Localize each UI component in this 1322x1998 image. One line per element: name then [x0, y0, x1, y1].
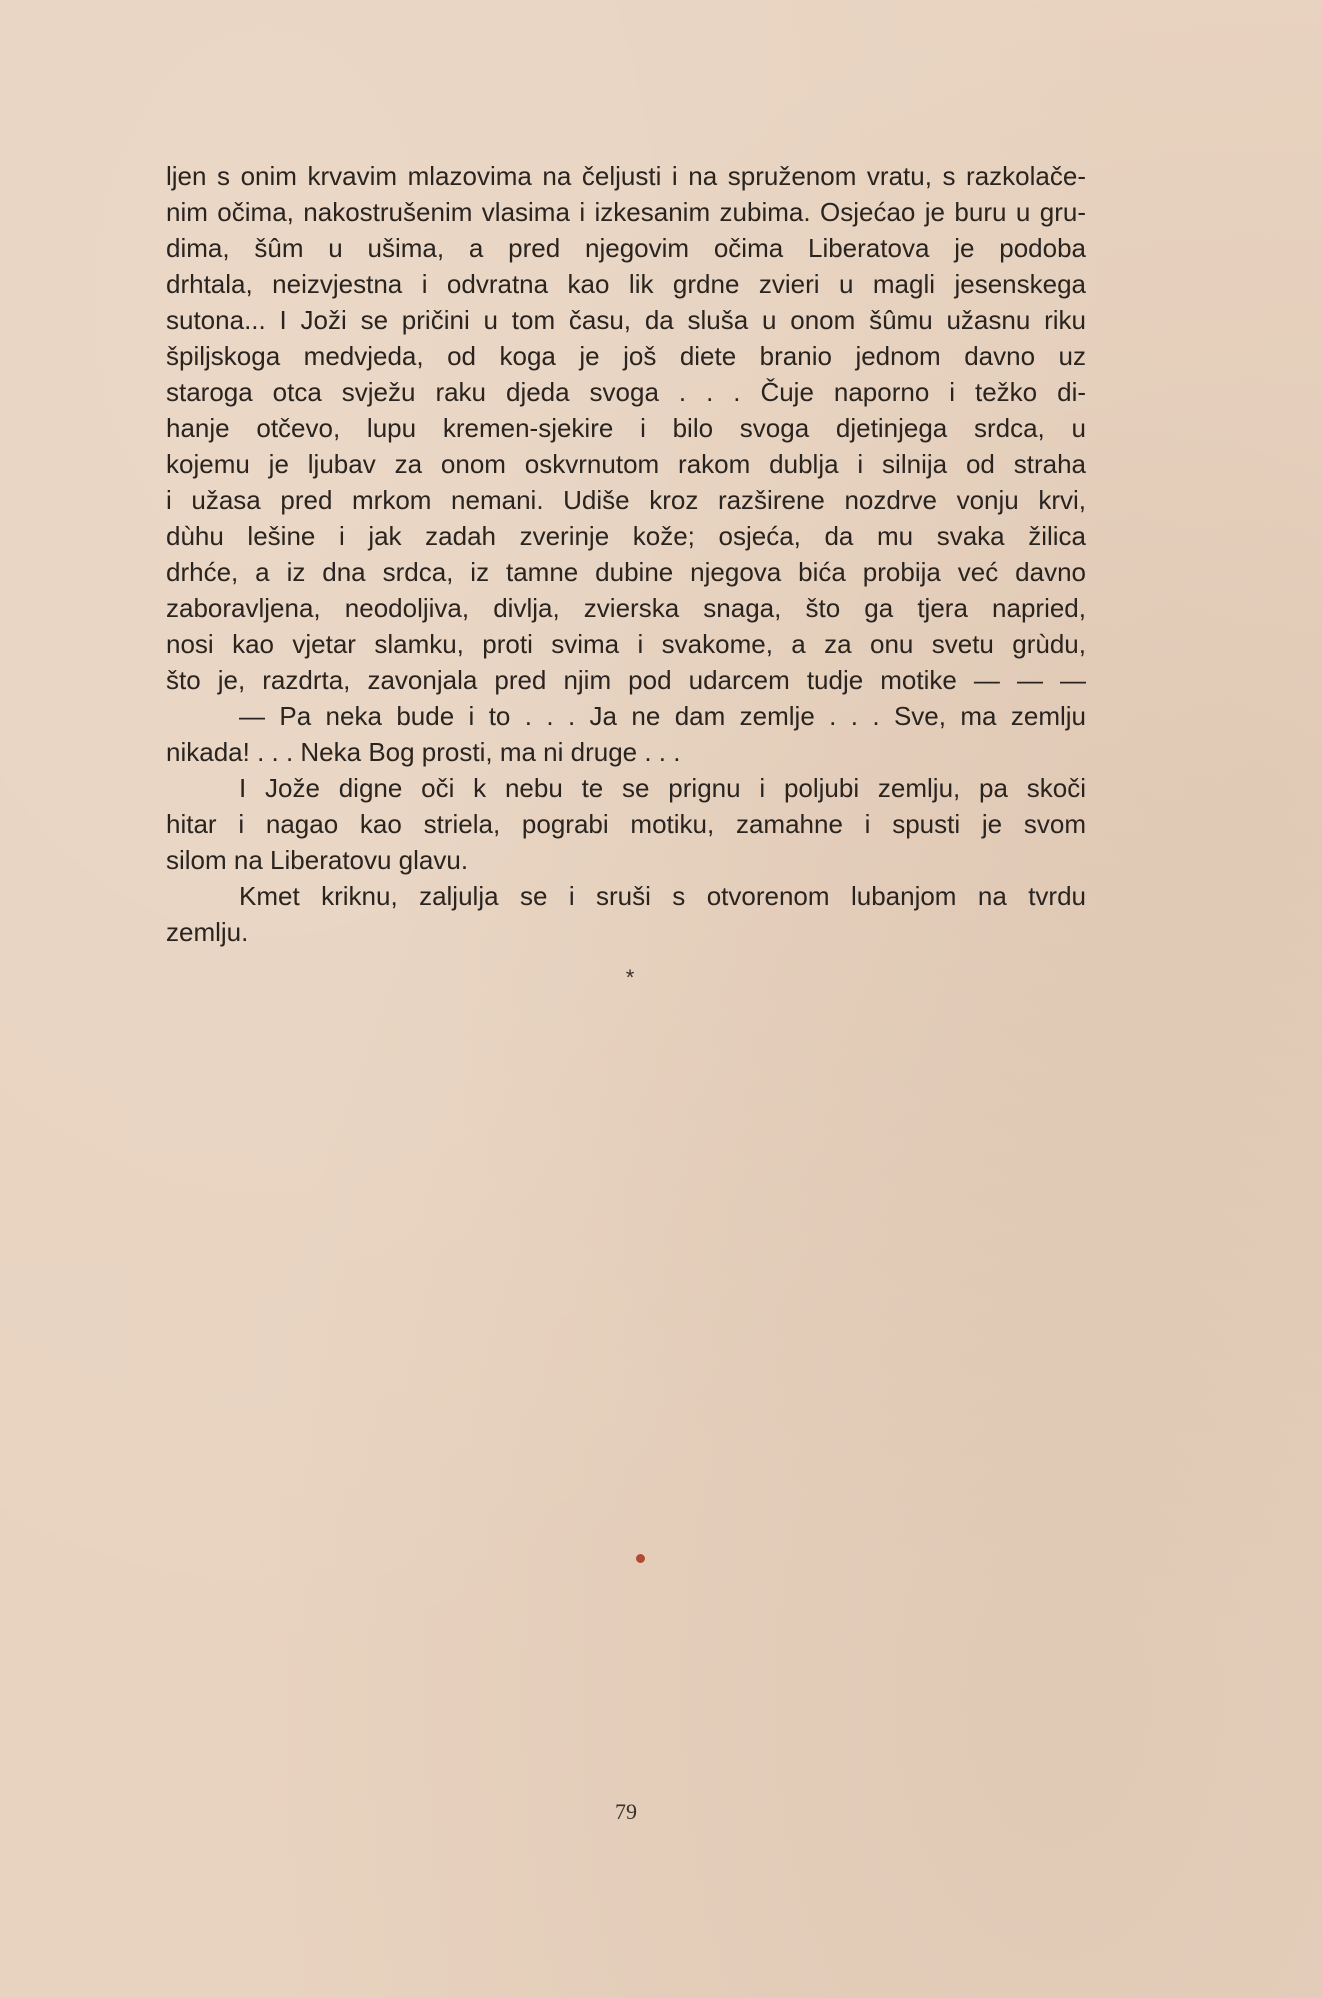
text-line: zaboravljena, neodoljiva, divlja, zvierska snaga, što ga tjera napried,: [166, 593, 1086, 623]
body-text: [166, 158, 1086, 950]
page-number: 79: [615, 1799, 637, 1824]
text-line: hitar i nagao kao striela, pograbi motiku, zamahne i spusti je svom: [166, 809, 1086, 839]
text-line: nim očima, nakostrušenim vlasima i izkesanim zubima. Osjećao je buru u gru-: [166, 197, 1086, 227]
dialogue-line: — Pa neka bude i to . . . Ja ne dam zemlje . . . Sve, ma zemlju: [239, 701, 1086, 731]
text-line: drhtala, neizvjestna i odvratna kao lik grdne zvieri u magli jesenskega: [166, 269, 1086, 299]
text-line: što je, razdrta, zavonjala pred njim pod udarcem tudje motike — — —: [166, 665, 1086, 695]
section-separator-asterisk: *: [625, 965, 635, 990]
text-line: dima, šûm u ušima, a pred njegovim očima Liberatova je podoba: [166, 233, 1086, 263]
text-line: sutona... I Joži se pričini u tom času, da sluša u onom šûmu užasnu riku: [166, 305, 1086, 335]
text-line: nikada! . . . Neka Bog prosti, ma ni druge . . .: [166, 737, 681, 767]
text-line: dùhu lešine i jak zadah zverinje kože; osjeća, da mu svaka žilica: [166, 521, 1086, 551]
text-line: drhće, a iz dna srdca, iz tamne dubine njegova bića probija već davno: [166, 557, 1086, 587]
paper-speck: [636, 1554, 645, 1563]
text-line: staroga otca svježu raku djeda svoga . . . Čuje naporno i težko di-: [166, 377, 1086, 407]
text-line: hanje otčevo, lupu kremen-sjekire i bilo svoga djetinjega srdca, u: [166, 413, 1086, 443]
text-line: špiljskoga medvjeda, od koga je još diete branio jednom davno uz: [166, 341, 1086, 371]
text-line: silom na Liberatovu glavu.: [166, 845, 469, 875]
text-line: i užasa pred mrkom nemani. Udiše kroz razširene nozdrve vonju krvi,: [166, 485, 1086, 515]
text-line: zemlju.: [166, 917, 249, 947]
paragraph-start-line: Kmet kriknu, zaljulja se i sruši s otvorenom lubanjom na tvrdu: [239, 881, 1086, 911]
text-line: ljen s onim krvavim mlazovima na čeljusti i na spruženom vratu, s razkolače-: [166, 161, 1086, 191]
text-line: nosi kao vjetar slamku, proti svima i svakome, a za onu svetu grùdu,: [166, 629, 1086, 659]
text-line: kojemu je ljubav za onom oskvrnutom rakom dublja i silnija od straha: [166, 449, 1086, 479]
paragraph-start-line: I Jože digne oči k nebu te se prignu i poljubi zemlju, pa skoči: [239, 773, 1086, 803]
